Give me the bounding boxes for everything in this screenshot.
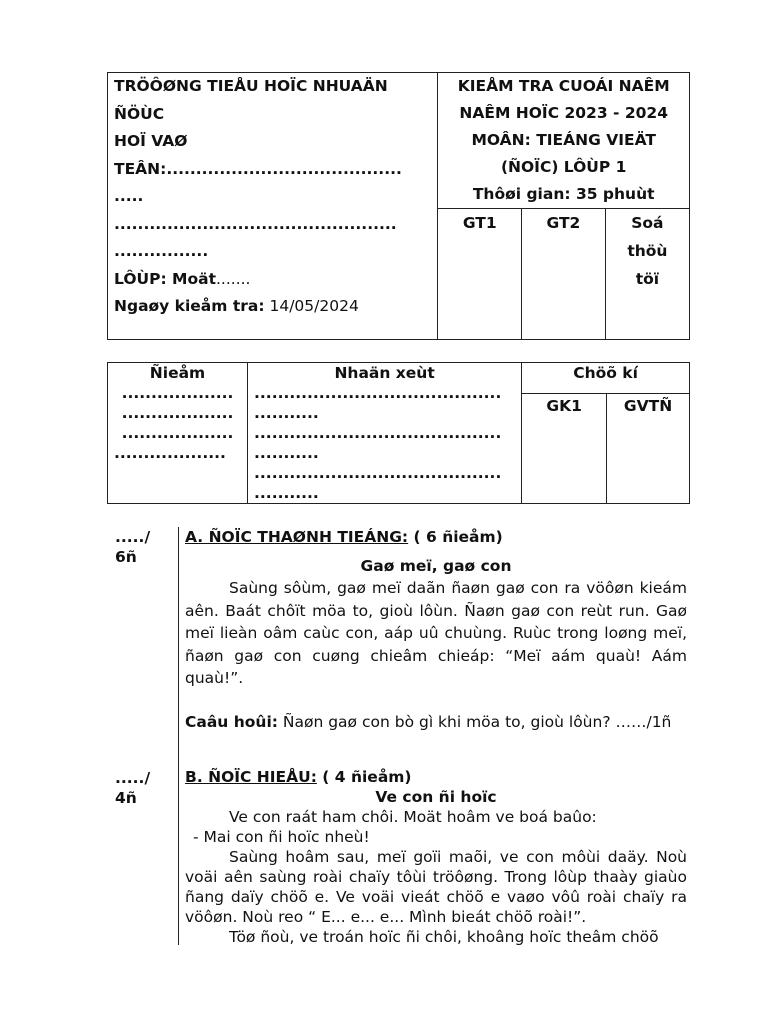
so-thu-tu-3: töï <box>635 270 660 288</box>
section-b-mark-points: 4ñ <box>115 789 137 807</box>
section-b-points: ( 4 ñieåm) <box>316 768 412 786</box>
question-label: Caâu hoûi: <box>185 712 278 731</box>
school-name-line2: ÑÖÙC <box>114 104 165 123</box>
section-b-score-mark <box>115 768 170 808</box>
ten-line <box>114 156 431 184</box>
section-a-story-title: Gaø meï, gaø con <box>360 556 512 575</box>
exam-title-4: (ÑOÏC) LÔÙP 1 <box>500 158 627 176</box>
dots-line-b: ................................................ <box>114 214 397 233</box>
section-a-points: ( 6 ñieåm) <box>408 528 503 546</box>
score-dots-2: ................... <box>121 404 234 422</box>
gvtn-cell <box>607 394 690 504</box>
section-b-line1: Ve con raát ham chôi. Moät hoâm ve boá baûo: <box>229 808 597 826</box>
gk1-cell <box>522 394 607 504</box>
comment-dots-2: .......................................... <box>254 424 502 442</box>
name-label: HOÏ VAØ <box>114 132 188 150</box>
exam-title-cell <box>438 73 690 209</box>
comment-dots-1: .......................................... <box>254 384 502 402</box>
student-info-cell <box>108 73 438 340</box>
class-label: LÔÙP: Moät <box>114 269 216 288</box>
comment-dots-3b: ........... <box>254 484 319 502</box>
exam-title-2: NAÊM HOÏC 2023 - 2024 <box>459 104 668 122</box>
chu-ki-label: Chöõ kí <box>573 364 638 382</box>
so-thu-tu-2: thöù <box>627 242 668 260</box>
section-b-line3: Saùng hoâm sau, meï goïi maõi, ve con môùi daäy. Noù voäi aên saùng roài chaïy tôùi tröôøng. Trong lôùp thaày giaùo ñang daïy chöõ e. Ve voäi vieát chöõ e vaøo vôû roài chaïy ra vöôøn. Noù reo “ E... e... e... Mình bieát chöõ roài!”. <box>185 848 687 926</box>
score-dots-1: ................... <box>121 384 234 402</box>
school-name-line1: TRÖÔØNG TIEÅU HOÏC NHUAÄN <box>114 77 388 95</box>
comment-dots-2b: ........... <box>254 444 319 462</box>
section-b-line2: - Mai con ñi hoïc nheù! <box>193 828 370 846</box>
dots-line-c: ................ <box>114 242 209 260</box>
gt2-label: GT2 <box>546 214 581 232</box>
class-dots: ....... <box>215 269 251 288</box>
date-line <box>114 293 431 321</box>
comment-dots-1b: ........... <box>254 404 319 422</box>
score-dots-3: ................... <box>121 424 234 442</box>
section-a-story: Saùng sôùm, gaø meï daãn ñaøn gaø con ra vöôøn kieám aên. Baát chôït möa to, gioù lôùn. Ñaøn gaø con reùt run. Gaø meï lieàn oâm caùc con, aáp uû chuùng. Ruùc trong loøng meï, ñaøn gaø con cuøng chieâm chieáp: “Meï aám quaù! Aám quaù!”. <box>185 579 687 687</box>
section-b <box>185 767 687 947</box>
exam-time: Thôøi gian: 35 phuùt <box>472 185 655 203</box>
comment-dots-3: .......................................... <box>254 464 502 482</box>
section-a-heading: A. ÑOÏC THAØNH TIEÁNG: <box>185 528 409 546</box>
score-table <box>107 362 690 504</box>
section-a-mark: ...../ <box>115 528 151 546</box>
section-a-heading-line <box>185 526 687 549</box>
signature-header-cell <box>522 363 690 394</box>
header-table <box>107 72 690 340</box>
nhan-xet-label: Nhaän xeùt <box>334 364 435 382</box>
gvtn-label: GVTÑ <box>623 397 673 415</box>
section-b-heading: B. ÑOÏC HIEÅU: <box>185 768 317 786</box>
section-b-mark: ...../ <box>115 769 151 787</box>
exam-title-1: KIEÅM TRA CUOÁI NAÊM <box>457 77 670 95</box>
section-b-line4: Töø ñoù, ve troán hoïc ñi chôi, khoâng hoïc theâm chöõ <box>229 928 659 946</box>
comment-cell <box>248 363 522 504</box>
dots-line-a: ..... <box>114 187 144 205</box>
diem-label: Ñieåm <box>149 364 206 382</box>
date-label: Ngaøy kieåm tra: <box>114 297 265 315</box>
date-value: 14/05/2024 <box>269 297 359 315</box>
exam-title-3: MOÂN: TIEÁNG VIEÄT <box>471 131 656 149</box>
gk1-label: GK1 <box>546 397 582 415</box>
score-cell <box>108 363 248 504</box>
gt1-cell <box>438 209 522 340</box>
gt2-cell <box>522 209 606 340</box>
section-b-heading-line <box>185 767 687 787</box>
score-dots-4: ................... <box>114 444 226 462</box>
so-thu-tu-1: Soá <box>631 214 664 232</box>
section-b-story-title: Ve con ñi hoïc <box>375 788 497 806</box>
section-a-score-mark <box>115 527 170 567</box>
section-a-mark-points: 6ñ <box>115 548 137 566</box>
class-line <box>114 266 431 294</box>
gt1-label: GT1 <box>462 214 497 232</box>
margin-divider <box>178 527 179 945</box>
ten-dots: ........................................ <box>166 159 402 178</box>
section-a-question-line <box>185 711 687 734</box>
ten-label: TEÂN: <box>114 159 167 178</box>
question-text: Ñaøn gaø con bò gì khi möa to, gioù lôùn? ……/1ñ <box>277 712 672 731</box>
so-thu-tu-cell <box>605 209 689 340</box>
section-a <box>185 526 687 733</box>
